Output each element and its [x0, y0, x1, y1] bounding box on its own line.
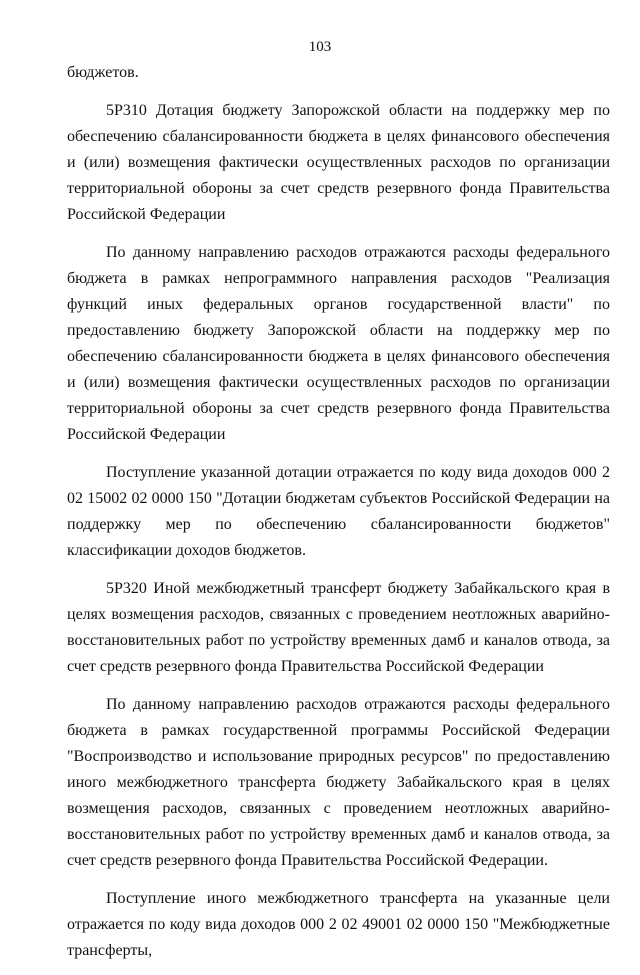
- paragraph-expenditure-5p320: По данному направлению расходов отражаются расходы федерального бюджета в рамках государственной программы Российской Федерации "Воспроизводство и использование природных ресурсов" по предоставлению иного межбюджетного трансферта бюджету Забайкальского края в целях возмещения расходов, связанных с проведением неотложных аварийно-восстановительных работ по устройству временных дамб и каналов отвода, за счет средств резервного фонда Правительства Российской Федерации.: [67, 696, 610, 869]
- document-body: [67, 60, 610, 975]
- paragraph-revenue-5p320: Поступление иного межбюджетного трансферта на указанные цели отражается по коду вида доходов 000 2 02 49001 02 0000 150 "Межбюджетные трансферты,: [67, 890, 610, 959]
- page-number: 103: [308, 39, 332, 55]
- paragraph-revenue-5p310: Поступление указанной дотации отражается по коду вида доходов 000 2 02 15002 02 0000 150 "Дотации бюджетам субъектов Российской Федерации на поддержку мер по обеспечению сбалансированности бюджетов" классификации доходов бюджетов.: [67, 464, 610, 559]
- section-heading-5p310: 5Р310 Дотация бюджету Запорожской области на поддержку мер по обеспечению сбалансированности бюджета в целях финансового обеспечения и (или) возмещения фактически осуществленных расходов по организации территориальной обороны за счет средств резервного фонда Правительства Российской Федерации: [67, 102, 610, 223]
- section-heading-5p320: 5Р320 Иной межбюджетный трансферт бюджету Забайкальского края в целях возмещения расходов, связанных с проведением неотложных аварийно-восстановительных работ по устройству временных дамб и каналов отвода, за счет средств резервного фонда Правительства Российской Федерации: [67, 580, 610, 675]
- paragraph-continuation: бюджетов.: [67, 64, 139, 81]
- paragraph-expenditure-5p310: По данному направлению расходов отражаются расходы федерального бюджета в рамках непрограммного направления расходов "Реализация функций иных федеральных органов государственной власти" по предоставлению бюджету Запорожской области на поддержку мер по обеспечению сбалансированности бюджета в целях финансового обеспечения и (или) возмещения фактически осуществленных расходов по организации территориальной обороны за счет средств резервного фонда Правительства Российской Федерации: [67, 244, 610, 443]
